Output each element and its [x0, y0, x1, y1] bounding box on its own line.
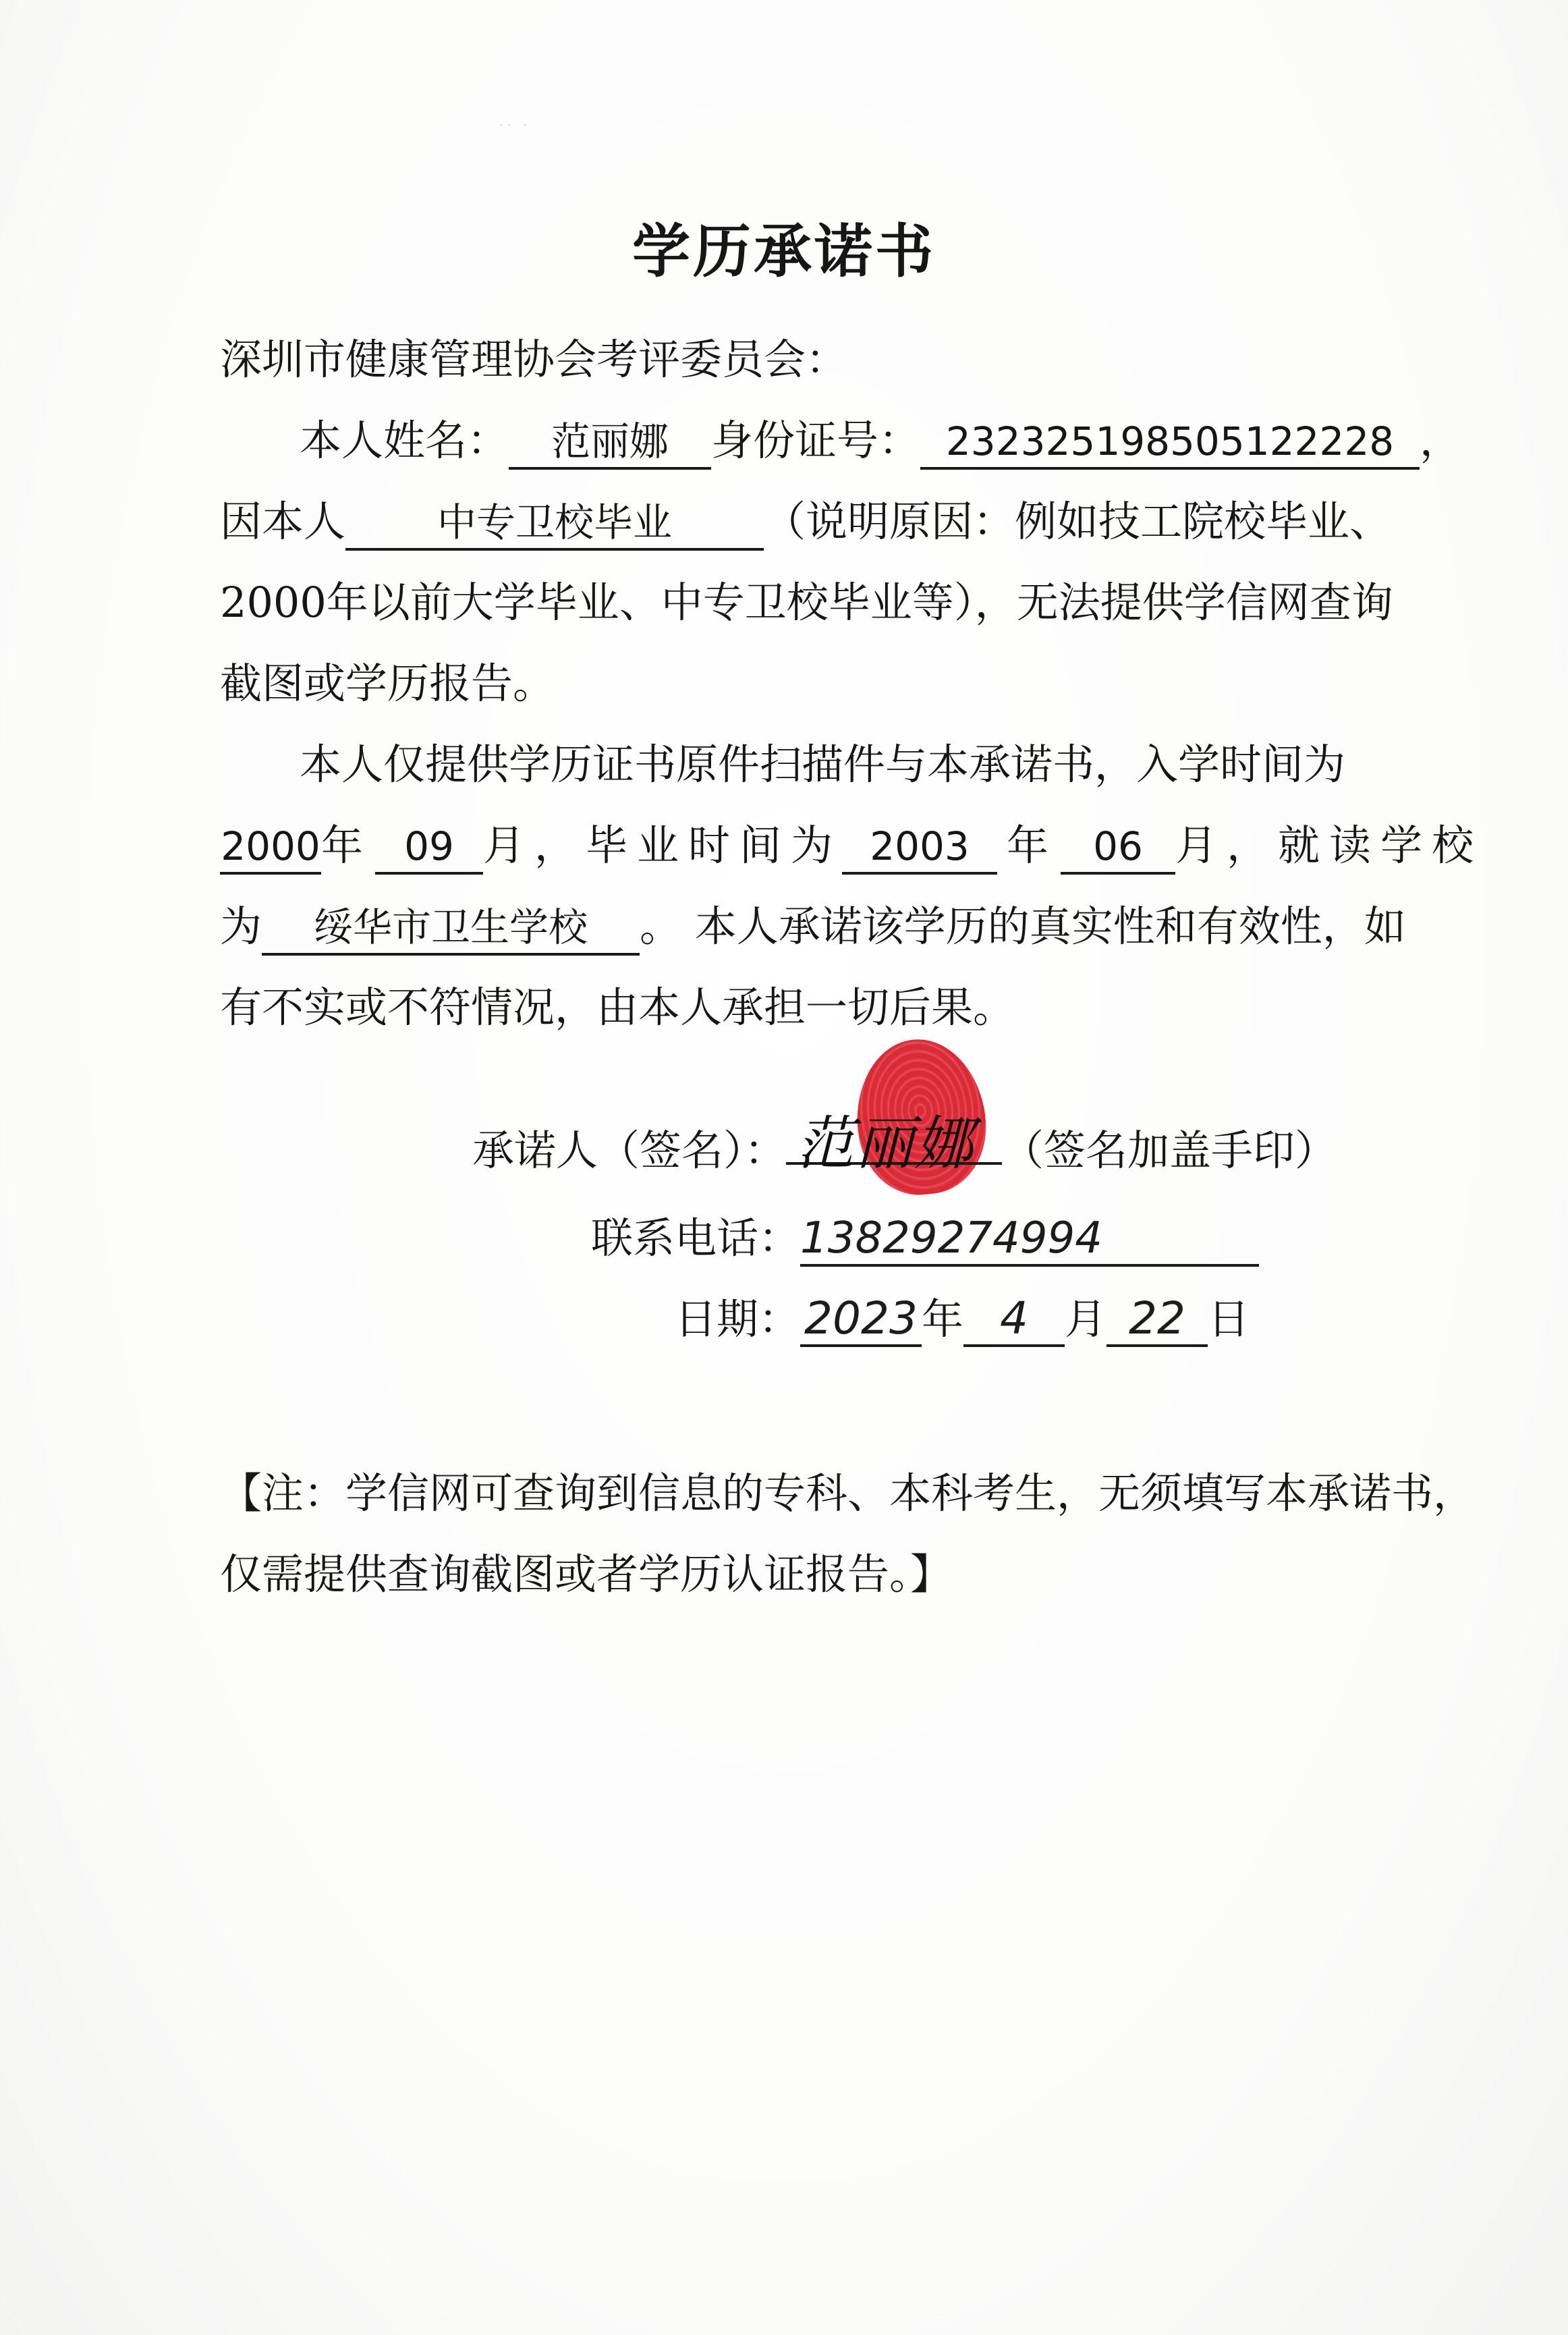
date-day-field: 22: [1107, 1293, 1208, 1347]
name-label: 本人姓名：: [300, 416, 509, 465]
enroll-year-field: 2000: [220, 821, 321, 875]
reason-note-1: （说明原因：例如技工院校毕业、: [764, 497, 1392, 546]
para2-line1: 本人仅提供学历证书原件扫描件与本承诺书，入学时间为: [300, 740, 1346, 789]
para2-line3-rest: 。 本人承诺该学历的真实性和有效性，如: [640, 902, 1406, 951]
school-field: 绥华市卫生学校: [262, 902, 640, 956]
date-year-field: 2023: [800, 1293, 922, 1347]
date-month-char: 月: [1065, 1294, 1107, 1344]
id-number-field: 232325198505122228: [920, 416, 1420, 470]
note-line2: 仅需提供查询截图或者学历认证报告。】: [220, 1549, 953, 1599]
phone-line: [591, 1208, 1259, 1269]
enroll-month-field: 09: [375, 821, 483, 875]
handwritten-signature: 范丽娜: [796, 1110, 974, 1178]
reason-prefix: 因本人: [220, 497, 346, 546]
comma: ，: [1420, 416, 1462, 465]
reason-field: 中专卫校毕业: [345, 497, 764, 551]
note-line1: 【注：学信网可查询到信息的专科、本科考生，无须填写本承诺书，: [220, 1468, 1476, 1518]
reason-line: [220, 491, 1391, 552]
para2-line4: 有不实或不符情况，由本人承担一切后果。: [220, 983, 1015, 1032]
id-label: 身份证号：: [711, 416, 921, 465]
scan-smudge: ·· ·: [499, 118, 531, 132]
grad-month-field: 06: [1061, 821, 1175, 875]
date-year-char: 年: [922, 1294, 964, 1344]
grad-label: 月，毕业时间为: [483, 821, 843, 870]
year-char: 年: [321, 821, 364, 870]
date-label: 日期：: [675, 1294, 801, 1344]
signer-label: 承诺人（签名）：: [472, 1126, 787, 1175]
reason-note-2: 2000年以前大学毕业、中专卫校毕业等），无法提供学信网查询: [220, 578, 1393, 627]
phone-label: 联系电话：: [591, 1213, 801, 1263]
date-month-field: 4: [963, 1293, 1065, 1347]
name-id-line: [300, 410, 1461, 471]
year-char-2: 年: [1007, 821, 1049, 870]
addressee: 深圳市健康管理协会考评委员会：: [220, 335, 848, 384]
name-field: 范丽娜: [509, 416, 711, 470]
school-line: [220, 896, 1406, 957]
school-prefix: 为: [220, 902, 262, 951]
phone-field: 13829274994: [800, 1213, 1259, 1267]
document-title: 学历承诺书: [632, 218, 936, 285]
school-label: 月，就读学校: [1175, 821, 1484, 870]
grad-year-field: 2003: [842, 821, 997, 875]
signer-note: （签名加盖手印）: [1002, 1126, 1337, 1175]
date-line: [675, 1289, 1250, 1350]
dates-line: [220, 815, 1483, 876]
reason-note-3: 截图或学历报告。: [220, 659, 555, 708]
date-day-char: 日: [1208, 1294, 1250, 1344]
